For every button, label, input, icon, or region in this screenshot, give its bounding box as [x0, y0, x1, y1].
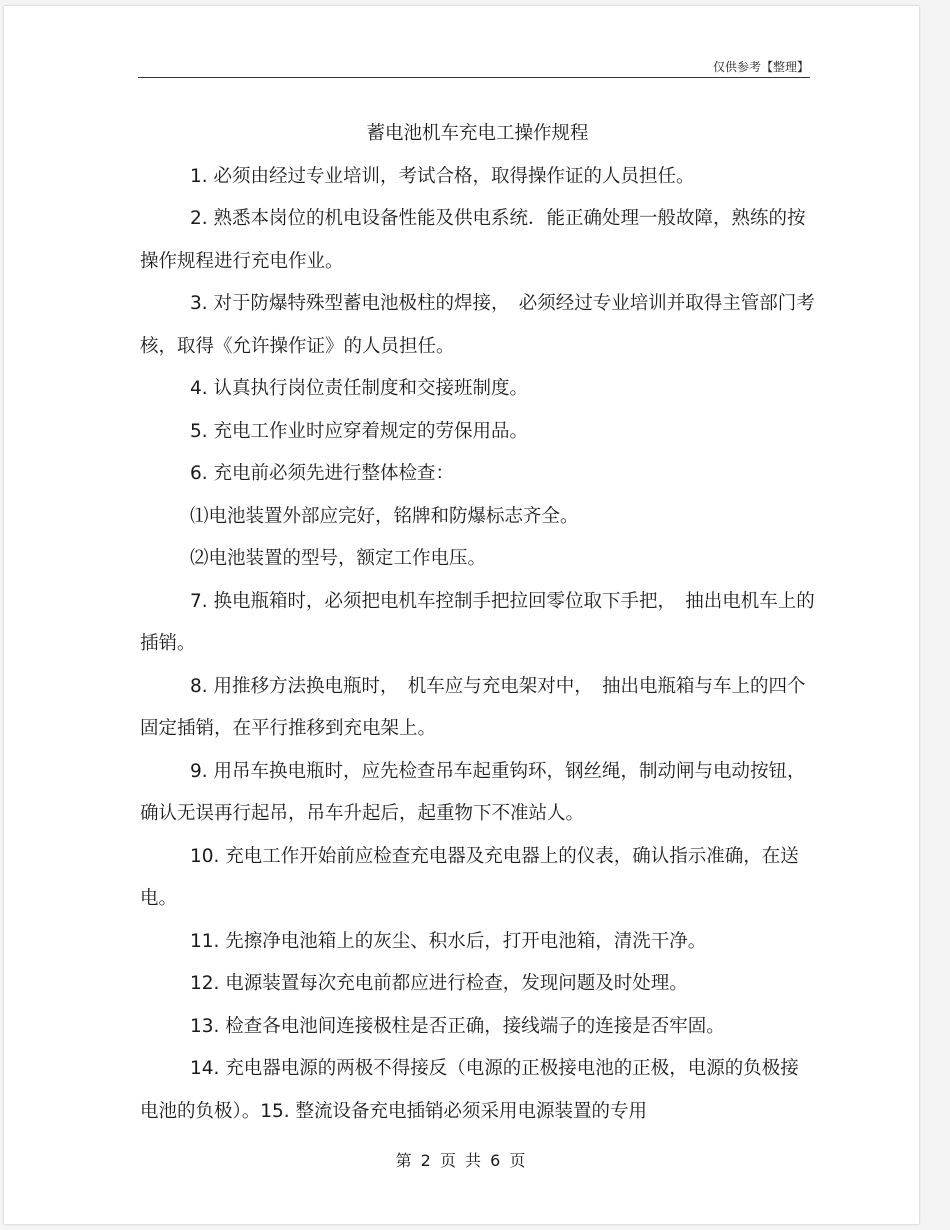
paragraph: 3. 对于防爆特殊型蓄电池极柱的焊接， 必须经过专业培训并取得主管部门考核，取得《允许操作证》的人员担任。: [140, 293, 815, 357]
paragraph: 12. 电源装置每次充电前都应进行检查，发现问题及时处理。: [189, 973, 688, 994]
paragraph: 6. 充电前必须先进行整体检查：: [189, 463, 454, 484]
page-number: 第 2 页 共 6 页: [395, 1151, 528, 1170]
paragraph: 9. 用吊车换电瓶时，应先检查吊车起重钩环，钢丝绳，制动闸与电动按钮，确认无误再行起吊，吊车升起后，起重物下不准站人。: [140, 760, 806, 824]
paragraph: 13. 检查各电池间连接极柱是否正确，接线端子的连接是否牢固。: [189, 1015, 725, 1037]
paragraph: 1. 必须由经过专业培训，考试合格，取得操作证的人员担任。: [189, 165, 695, 187]
document-body: [140, 113, 815, 1133]
paragraph: 7. 换电瓶箱时，必须把电机车控制手把拉回零位取下手把， 抽出电机车上的插销。: [140, 590, 815, 654]
paragraph: 14. 充电器电源的两极不得接反（电源的正极接电池的正极，电源的负极接电池的负极）。15. 整流设备充电插销必须采用电源装置的专用: [140, 1058, 799, 1122]
header-divider: [138, 77, 810, 78]
paragraph: 11. 先擦净电池箱上的灰尘、积水后，打开电池箱，清洗干净。: [189, 930, 707, 952]
paragraph: 8. 用推移方法换电瓶时， 机车应与充电架对中， 抽出电瓶箱与车上的四个固定插销，在平行推移到充电架上。: [140, 675, 806, 739]
paragraph: ⑵电池装置的型号，额定工作电压。: [189, 548, 486, 569]
paragraph: ⑴电池装置外部应完好，铭牌和防爆标志齐全。: [189, 505, 579, 527]
paragraph: 10. 充电工作开始前应检查充电器及充电器上的仪表，确认指示准确，在送电。: [140, 845, 799, 909]
document-page: [4, 6, 919, 1224]
header-note: 仅供参考【整理】: [712, 60, 809, 74]
paragraph: 4. 认真执行岗位责任制度和交接班制度。: [189, 378, 528, 399]
paragraph: 2. 熟悉本岗位的机电设备性能及供电系统．能正确处理一般故障，熟练的按操作规程进行充电作业。: [140, 208, 806, 272]
document-title: 蓄电池机车充电工操作规程: [366, 123, 589, 144]
paragraph: 5. 充电工作业时应穿着规定的劳保用品。: [189, 420, 528, 442]
